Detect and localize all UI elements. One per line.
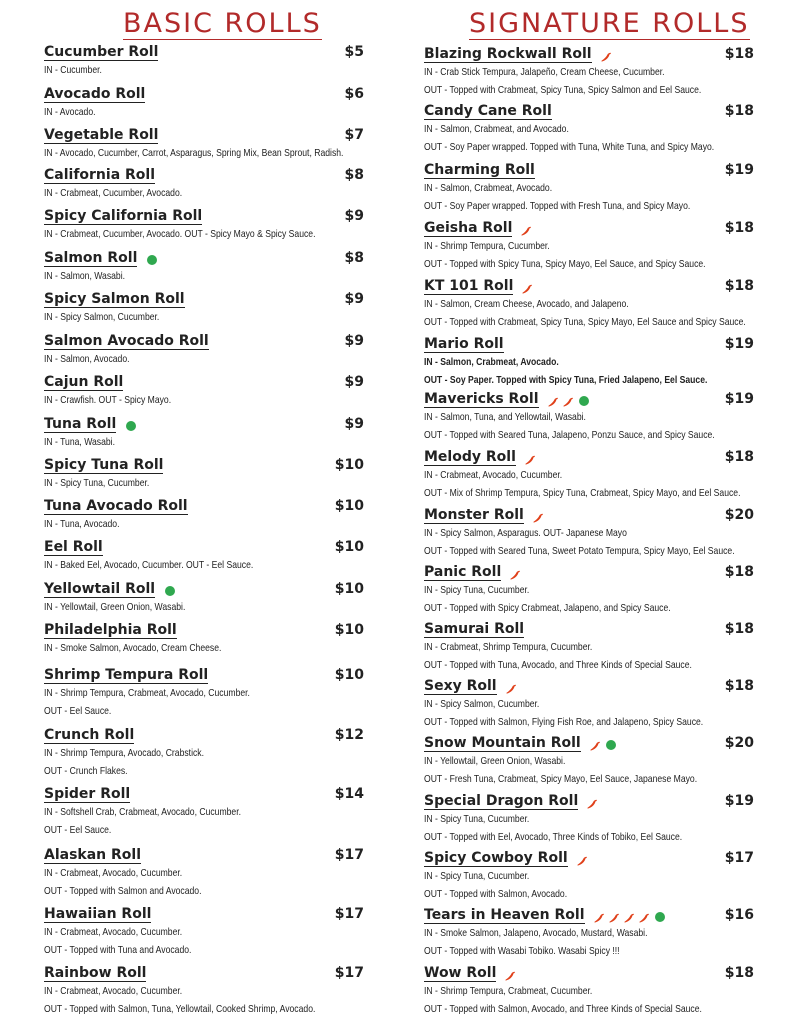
item-description-out: OUT - Topped with Seared Tuna, Sweet Potato Tempura, Spicy Mayo, Eel Sauce. (424, 545, 735, 557)
item-icons (576, 851, 591, 869)
item-description-in: IN - Yellowtail, Green Onion, Wasabi. (424, 755, 566, 767)
chili-pepper-icon (505, 682, 517, 694)
item-price: $6 (344, 86, 364, 102)
signature-rolls-heading: SIGNATURE ROLLS (469, 8, 750, 39)
item-description-in: IN - Crawfish. OUT - Spicy Mayo. (44, 394, 172, 406)
item-price: $19 (724, 391, 754, 407)
item-name: Samurai Roll (424, 621, 525, 637)
chili-pepper-icon (600, 50, 612, 62)
item-price: $18 (724, 678, 754, 694)
item-name: Mario Roll (424, 336, 504, 352)
item-price: $10 (334, 498, 364, 514)
item-description-in: IN - Tuna, Wasabi. (44, 436, 115, 448)
chili-pepper-icon (521, 282, 533, 294)
item-price: $20 (724, 507, 754, 523)
item-name: Geisha Roll (424, 220, 513, 236)
item-price: $17 (724, 850, 754, 866)
chili-pepper-icon (608, 911, 620, 923)
item-icons (504, 966, 519, 984)
item-name: Yellowtail Roll (44, 581, 156, 597)
item-price: $17 (334, 965, 364, 981)
item-name: Hawaiian Roll (44, 906, 152, 922)
item-name: Melody Roll (424, 449, 516, 465)
green-dot-icon (606, 740, 616, 750)
item-icons (593, 908, 665, 926)
item-price: $18 (724, 278, 754, 294)
item-description-in: IN - Salmon, Crabmeat, and Avocado. (424, 123, 569, 135)
item-price: $19 (724, 793, 754, 809)
item-description-in: IN - Spicy Salmon, Cucumber. (424, 698, 540, 710)
item-price: $20 (724, 735, 754, 751)
item-name: Snow Mountain Roll (424, 735, 581, 751)
item-icons (509, 565, 524, 583)
green-dot-icon (165, 586, 175, 596)
item-icons (589, 736, 616, 754)
item-name: Special Dragon Roll (424, 793, 579, 809)
item-name: Spicy California Roll (44, 208, 203, 224)
item-price: $18 (724, 449, 754, 465)
item-name: Tears in Heaven Roll (424, 907, 585, 923)
item-icons (600, 47, 615, 65)
item-description-out: OUT - Topped with Seared Tuna, Jalapeno, Ponzu Sauce, and Spicy Sauce. (424, 429, 715, 441)
item-description-out: OUT - Topped with Salmon, Tuna, Yellowtail, Cooked Shrimp, Avocado. (44, 1003, 316, 1015)
item-price: $9 (344, 291, 364, 307)
item-price: $18 (724, 564, 754, 580)
item-description-in: IN - Spicy Salmon, Cucumber. (44, 311, 160, 323)
chili-pepper-icon (589, 739, 601, 751)
item-description-out: OUT - Topped with Tuna and Avocado. (44, 944, 192, 956)
item-price: $9 (344, 333, 364, 349)
item-description-out: OUT - Eel Sauce. (44, 705, 112, 717)
item-icons (520, 221, 535, 239)
item-name: Panic Roll (424, 564, 502, 580)
item-description-out: OUT - Topped with Salmon, Avocado, and Three Kinds of Special Sauce. (424, 1003, 702, 1015)
item-description-in: IN - Shrimp Tempura, Crabmeat, Cucumber. (424, 985, 593, 997)
item-icons (124, 417, 136, 435)
item-price: $19 (724, 336, 754, 352)
item-icons (532, 508, 547, 526)
item-icons (586, 794, 601, 812)
item-price: $17 (334, 906, 364, 922)
item-price: $9 (344, 208, 364, 224)
item-description-out: OUT - Topped with Eel, Avocado, Three Kinds of Tobiko, Eel Sauce. (424, 831, 683, 843)
item-name: Tuna Roll (44, 416, 117, 432)
item-description-in: IN - Yellowtail, Green Onion, Wasabi. (44, 601, 186, 613)
item-name: Spicy Cowboy Roll (424, 850, 568, 866)
chili-pepper-icon (532, 511, 544, 523)
item-price: $8 (344, 167, 364, 183)
item-description-out: OUT - Topped with Salmon, Avocado. (424, 888, 568, 900)
item-price: $19 (724, 162, 754, 178)
chili-pepper-icon (586, 797, 598, 809)
item-price: $18 (724, 46, 754, 62)
item-description-out: OUT - Topped with Salmon and Avocado. (44, 885, 202, 897)
chili-pepper-icon (520, 224, 532, 236)
chili-pepper-icon (593, 911, 605, 923)
item-description-out: OUT - Fresh Tuna, Crabmeat, Spicy Mayo, Eel Sauce, Japanese Mayo. (424, 773, 698, 785)
item-name: Spider Roll (44, 786, 131, 802)
item-description-in: IN - Crabmeat, Avocado, Cucumber. (424, 469, 563, 481)
chili-pepper-icon (623, 911, 635, 923)
item-description-in: IN - Softshell Crab, Crabmeat, Avocado, Cucumber. (44, 806, 242, 818)
item-name: Wow Roll (424, 965, 497, 981)
item-name: Alaskan Roll (44, 847, 142, 863)
item-description-in: IN - Tuna, Avocado. (44, 518, 120, 530)
item-description-in: IN - Spicy Tuna, Cucumber. (424, 813, 530, 825)
item-price: $10 (334, 539, 364, 555)
item-description-in: IN - Crabmeat, Avocado, Cucumber. (44, 926, 183, 938)
item-name: Cajun Roll (44, 374, 124, 390)
item-description-out: OUT - Topped with Spicy Crabmeat, Jalapeno, and Spicy Sauce. (424, 602, 671, 614)
item-price: $18 (724, 103, 754, 119)
item-description-out: OUT - Topped with Spicy Tuna, Spicy Mayo, Eel Sauce, and Spicy Sauce. (424, 258, 706, 270)
item-name: Salmon Avocado Roll (44, 333, 209, 349)
item-description-out: OUT - Topped with Crabmeat, Spicy Tuna, Spicy Salmon and Eel Sauce. (424, 84, 702, 96)
item-description-in: IN - Baked Eel, Avocado, Cucumber. OUT - Eel Sauce. (44, 559, 254, 571)
item-name: Blazing Rockwall Roll (424, 46, 592, 62)
item-price: $16 (724, 907, 754, 923)
item-description-in: IN - Salmon, Crabmeat, Avocado. (424, 182, 553, 194)
item-icons (163, 582, 175, 600)
item-name: Tuna Avocado Roll (44, 498, 188, 514)
item-description-in: IN - Salmon, Crabmeat, Avocado. (424, 356, 559, 368)
item-description-in: IN - Shrimp Tempura, Crabmeat, Avocado, Cucumber. (44, 687, 250, 699)
item-price: $10 (334, 622, 364, 638)
item-description-in: IN - Crabmeat, Cucumber, Avocado. (44, 187, 183, 199)
item-description-in: IN - Salmon, Tuna, and Yellowtail, Wasabi. (424, 411, 586, 423)
item-description-in: IN - Salmon, Avocado. (44, 353, 130, 365)
item-icons (521, 279, 536, 297)
item-price: $8 (344, 250, 364, 266)
item-description-in: IN - Shrimp Tempura, Cucumber. (424, 240, 550, 252)
item-name: Philadelphia Roll (44, 622, 177, 638)
item-description-out: OUT - Soy Paper wrapped. Topped with Tuna, White Tuna, and Spicy Mayo. (424, 141, 715, 153)
item-description-in: IN - Crab Stick Tempura, Jalapeño, Cream Cheese, Cucumber. (424, 66, 665, 78)
green-dot-icon (655, 912, 665, 922)
item-description-out: OUT - Soy Paper. Topped with Spicy Tuna, Fried Jalapeno, Eel Sauce. (424, 374, 708, 386)
item-price: $9 (344, 416, 364, 432)
chili-pepper-icon (504, 969, 516, 981)
item-description-out: OUT - Topped with Tuna, Avocado, and Three Kinds of Special Sauce. (424, 659, 692, 671)
chili-pepper-icon (509, 568, 521, 580)
item-description-in: IN - Avocado. (44, 106, 96, 118)
item-price: $5 (344, 44, 364, 60)
item-name: Salmon Roll (44, 250, 138, 266)
item-name: Rainbow Roll (44, 965, 147, 981)
item-description-in: IN - Salmon, Cream Cheese, Avocado, and Jalapeno. (424, 298, 629, 310)
item-description-out: OUT - Crunch Flakes. (44, 765, 128, 777)
item-description-in: IN - Crabmeat, Avocado, Cucumber. (44, 985, 183, 997)
item-icons (524, 450, 539, 468)
item-name: California Roll (44, 167, 156, 183)
item-price: $9 (344, 374, 364, 390)
item-description-in: IN - Smoke Salmon, Avocado, Cream Cheese. (44, 642, 222, 654)
item-description-out: OUT - Mix of Shrimp Tempura, Spicy Tuna, Crabmeat, Spicy Mayo, and Eel Sauce. (424, 487, 741, 499)
item-description-in: IN - Crabmeat, Cucumber, Avocado. OUT - Spicy Mayo & Spicy Sauce. (44, 228, 316, 240)
item-description-out: OUT - Topped with Crabmeat, Spicy Tuna, Spicy Mayo, Eel Sauce and Spicy Sauce. (424, 316, 746, 328)
green-dot-icon (147, 255, 157, 265)
green-dot-icon (579, 396, 589, 406)
item-name: Avocado Roll (44, 86, 146, 102)
item-name: KT 101 Roll (424, 278, 514, 294)
item-price: $18 (724, 965, 754, 981)
item-name: Spicy Tuna Roll (44, 457, 164, 473)
item-price: $14 (334, 786, 364, 802)
item-price: $17 (334, 847, 364, 863)
item-icons (145, 251, 157, 269)
item-description-out: OUT - Topped with Wasabi Tobiko. Wasabi Spicy !!! (424, 945, 620, 957)
item-price: $18 (724, 220, 754, 236)
item-description-in: IN - Smoke Salmon, Jalapeno, Avocado, Mustard, Wasabi. (424, 927, 648, 939)
item-name: Vegetable Roll (44, 127, 159, 143)
item-name: Monster Roll (424, 507, 524, 523)
item-price: $10 (334, 457, 364, 473)
chili-pepper-icon (638, 911, 650, 923)
item-name: Cucumber Roll (44, 44, 159, 60)
item-name: Charming Roll (424, 162, 535, 178)
chili-pepper-icon (524, 453, 536, 465)
item-price: $10 (334, 667, 364, 683)
item-icons (547, 392, 589, 410)
item-icons (505, 679, 520, 697)
item-description-in: IN - Spicy Tuna, Cucumber. (424, 584, 530, 596)
item-name: Candy Cane Roll (424, 103, 552, 119)
chili-pepper-icon (547, 395, 559, 407)
item-price: $10 (334, 581, 364, 597)
item-description-in: IN - Cucumber. (44, 64, 102, 76)
item-description-out: OUT - Eel Sauce. (44, 824, 112, 836)
item-description-out: OUT - Soy Paper wrapped. Topped with Fresh Tuna, and Spicy Mayo. (424, 200, 691, 212)
item-name: Crunch Roll (44, 727, 135, 743)
item-description-in: IN - Avocado, Cucumber, Carrot, Asparagus, Spring Mix, Bean Sprout, Radish. (44, 147, 344, 159)
item-price: $18 (724, 621, 754, 637)
item-name: Mavericks Roll (424, 391, 539, 407)
item-description-in: IN - Spicy Salmon, Asparagus. OUT- Japanese Mayo (424, 527, 627, 539)
item-description-out: OUT - Topped with Salmon, Flying Fish Roe, and Jalapeno, Spicy Sauce. (424, 716, 704, 728)
chili-pepper-icon (562, 395, 574, 407)
item-price: $7 (344, 127, 364, 143)
item-name: Sexy Roll (424, 678, 497, 694)
item-name: Eel Roll (44, 539, 103, 555)
item-description-in: IN - Spicy Tuna, Cucumber. (424, 870, 530, 882)
chili-pepper-icon (576, 854, 588, 866)
item-description-in: IN - Shrimp Tempura, Avocado, Crabstick. (44, 747, 204, 759)
item-description-in: IN - Crabmeat, Shrimp Tempura, Cucumber. (424, 641, 593, 653)
item-description-in: IN - Salmon, Wasabi. (44, 270, 126, 282)
item-price: $12 (334, 727, 364, 743)
green-dot-icon (126, 421, 136, 431)
basic-rolls-heading: BASIC ROLLS (123, 8, 322, 39)
item-name: Shrimp Tempura Roll (44, 667, 209, 683)
item-description-in: IN - Crabmeat, Avocado, Cucumber. (44, 867, 183, 879)
item-description-in: IN - Spicy Tuna, Cucumber. (44, 477, 150, 489)
item-name: Spicy Salmon Roll (44, 291, 185, 307)
